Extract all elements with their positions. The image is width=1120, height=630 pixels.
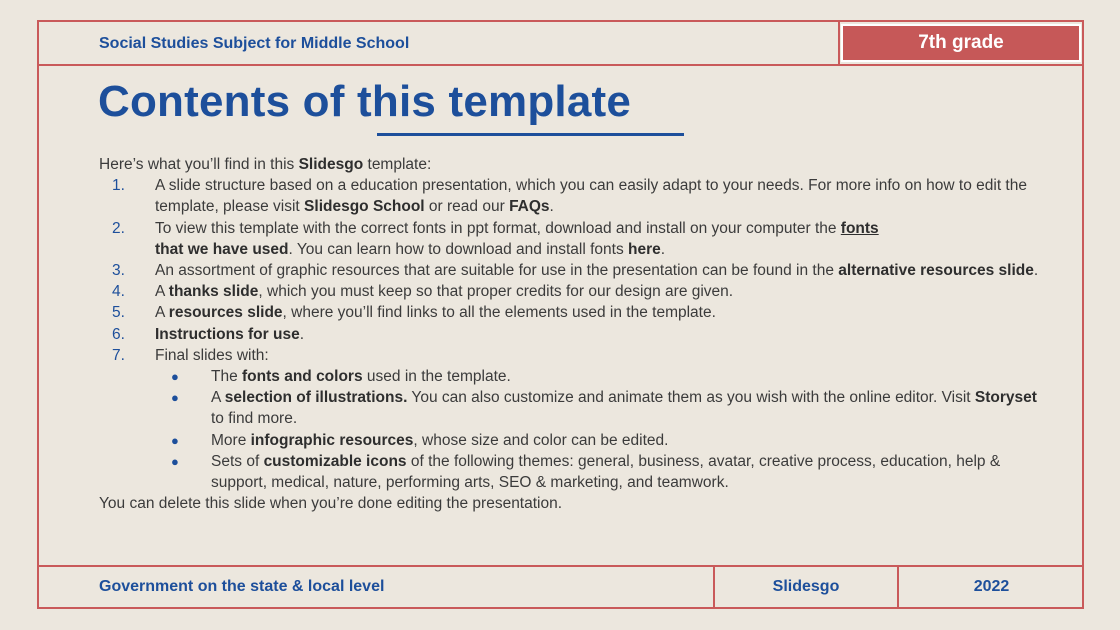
bullet-icon: ●	[171, 369, 179, 385]
list-number: 1.	[112, 177, 125, 195]
list-item: 4. A thanks slide, which you must keep so that proper credits for our design are given.	[99, 281, 1039, 302]
list-number: 3.	[112, 262, 125, 280]
list-number: 6.	[112, 325, 125, 343]
footer-year: 2022	[973, 578, 1010, 595]
list-number: 2.	[112, 219, 125, 237]
header-divider	[37, 64, 1084, 66]
bullet-item: ● Sets of customizable icons of the following themes: general, business, avatar, creative process, education, help & support, medical, nature, performing arts, SEO & marketing, and teamwork.	[171, 452, 1001, 492]
list-number: 7.	[112, 346, 125, 364]
bullet-item: ● A selection of illustrations. You can also customize and animate them as you wish with the online editor. Visit Storyset to find more.	[171, 389, 1037, 428]
grade-badge	[841, 24, 1081, 62]
list-item: 5. A resources slide, where you’ll find links to all the elements used in the template.	[99, 302, 1039, 323]
bullet-item: ● More infographic resources, whose size and color can be edited.	[155, 430, 1039, 451]
bullet-icon: ●	[171, 432, 179, 448]
bullet-icon: ●	[171, 453, 179, 469]
title-underline	[377, 133, 684, 136]
bullet-icon: ●	[171, 390, 179, 406]
header-grade-divider	[838, 20, 840, 65]
list-item: 1. A slide structure based on a education presentation, which you can easily adapt to your needs. For more info on how to edit the template, please visit Slidesgo School or read our FAQs.	[112, 177, 1027, 216]
list-number: 5.	[112, 304, 125, 322]
bullet-item: ● The fonts and colors used in the template.	[155, 366, 1039, 387]
page-title: Contents of this template	[98, 77, 632, 126]
list-item: 6. Instructions for use.	[99, 324, 1039, 345]
footer-topic: Government on the state & local level	[99, 578, 385, 595]
list-item: 7. Final slides with: ● The fonts and colors used in the template. ● A selection of illustrations. You can also customize and animate them as you wish with the online editor. Visit Storyset to find more. ● More infographic resources, whose size and color can be edited. ● Sets of customizable icons of the following themes: general, business, avatar, creative process, education, help & support, medical, nature, performing arts, SEO & marketing, and teamwork.	[99, 345, 1039, 493]
contents-list	[99, 175, 1039, 493]
intro-text: Here’s what you’ll find in this Slidesgo template:	[99, 156, 432, 173]
grade-label: 7th grade	[918, 32, 1004, 53]
footer-brand: Slidesgo	[772, 578, 840, 595]
list-item: 2. To view this template with the correct fonts in ppt format, download and install on your computer the fonts that we have used. You can learn how to download and install fonts here.	[112, 219, 879, 258]
list-number: 4.	[112, 283, 125, 301]
contents-body	[99, 154, 1039, 514]
header-subject: Social Studies Subject for Middle School	[99, 35, 410, 52]
closing-text: You can delete this slide when you’re done editing the presentation.	[99, 495, 563, 513]
final-slides-list	[155, 366, 1039, 493]
list-item: 3. An assortment of graphic resources that are suitable for use in the presentation can be found in the alternative resources slide.	[99, 260, 1039, 281]
